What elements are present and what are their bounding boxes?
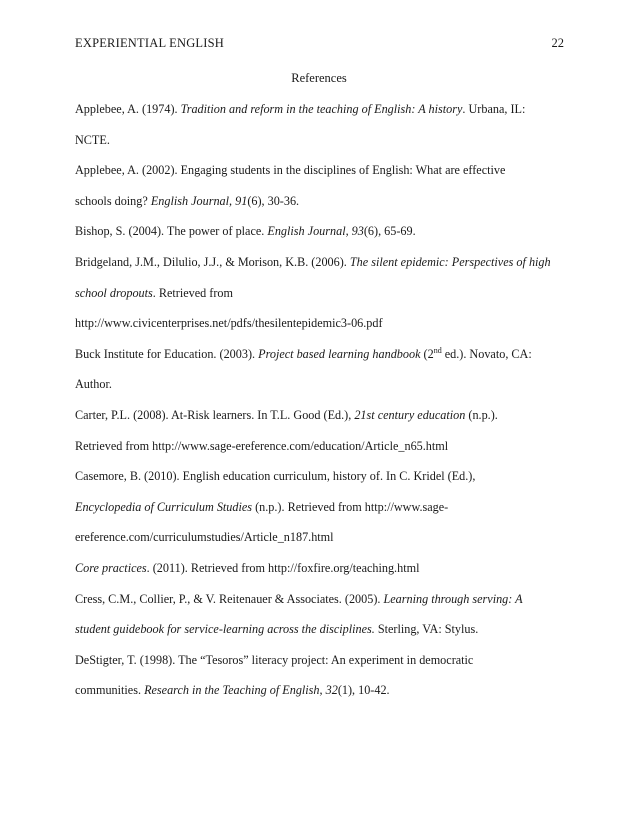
reference-line bbox=[75, 400, 567, 431]
reference-entry bbox=[75, 553, 567, 584]
reference-entry bbox=[75, 461, 567, 553]
reference-line bbox=[75, 492, 567, 523]
reference-text: . (2011). Retrieved from http://foxfire.org/teaching.html bbox=[146, 560, 420, 575]
reference-line bbox=[75, 614, 567, 645]
reference-entry bbox=[75, 400, 567, 461]
page-number: 22 bbox=[551, 36, 564, 50]
reference-italic-text: Learning through serving: A bbox=[383, 591, 523, 606]
reference-italic-text: Encyclopedia of Curriculum Studies bbox=[75, 499, 253, 514]
reference-italic-text: Core practices bbox=[75, 560, 147, 575]
reference-text: (6), 30-36. bbox=[247, 193, 300, 208]
reference-entry bbox=[75, 584, 567, 645]
reference-text: NCTE. bbox=[75, 132, 110, 147]
reference-line bbox=[75, 125, 567, 156]
reference-text: Buck Institute for Education. (2003). bbox=[75, 346, 259, 361]
reference-italic-text: 21st century education bbox=[354, 407, 466, 422]
reference-text: (2 bbox=[420, 346, 434, 361]
reference-italic-text: English Journal, 93 bbox=[267, 224, 364, 239]
reference-text: http://www.civicenterprises.net/pdfs/thesilentepidemic3-06.pdf bbox=[75, 316, 383, 331]
reference-text: . Retrieved from bbox=[152, 285, 233, 300]
reference-text: ereference.com/curriculumstudies/Article_n187.html bbox=[75, 530, 334, 545]
reference-entry bbox=[75, 645, 567, 706]
reference-text: communities. bbox=[75, 683, 145, 698]
reference-line bbox=[75, 461, 567, 492]
reference-text: schools doing? bbox=[75, 193, 151, 208]
reference-entry bbox=[75, 247, 567, 339]
reference-italic-text: Tradition and reform in the teaching of English: A history bbox=[180, 102, 463, 116]
reference-text: (1), 10-42. bbox=[337, 683, 390, 698]
reference-italic-text: school dropouts bbox=[75, 285, 153, 300]
reference-line bbox=[75, 675, 567, 706]
reference-line bbox=[75, 645, 567, 676]
reference-line bbox=[75, 522, 567, 553]
reference-text: Retrieved from http://www.sage-ereference.com/education/Article_n65.html bbox=[75, 438, 449, 453]
reference-line bbox=[75, 216, 567, 247]
reference-list bbox=[75, 94, 567, 706]
reference-text: DeStigter, T. (1998). The “Tesoros” literacy project: An experiment in democratic bbox=[75, 652, 474, 667]
reference-text: Applebee, A. (2002). Engaging students in the disciplines of English: What are effective bbox=[75, 163, 506, 178]
reference-entry bbox=[75, 216, 567, 247]
reference-text: Sterling, VA: Stylus. bbox=[374, 622, 479, 637]
reference-line bbox=[75, 94, 567, 125]
reference-entry bbox=[75, 94, 567, 155]
reference-text: Applebee, A. (1974). bbox=[75, 102, 181, 116]
reference-italic-text: student guidebook for service-learning across the disciplines. bbox=[75, 622, 375, 637]
reference-text: Casemore, B. (2010). English education curriculum, history of. In C. Kridel (Ed.), bbox=[75, 469, 476, 484]
reference-entry bbox=[75, 339, 567, 400]
reference-line bbox=[75, 308, 567, 339]
reference-text: (6), 65-69. bbox=[363, 224, 416, 239]
reference-line bbox=[75, 186, 567, 217]
reference-italic-text: Project based learning handbook bbox=[258, 346, 421, 361]
reference-line bbox=[75, 369, 567, 400]
reference-line bbox=[75, 553, 567, 584]
reference-line bbox=[75, 278, 567, 309]
reference-line bbox=[75, 584, 567, 615]
reference-text: Cress, C.M., Collier, P., & V. Reitenauer & Associates. (2005). bbox=[75, 591, 384, 606]
running-head: EXPERIENTIAL ENGLISH bbox=[75, 36, 225, 50]
reference-italic-text: English Journal, 91 bbox=[150, 193, 248, 208]
reference-text: Carter, P.L. (2008). At-Risk learners. In T.L. Good (Ed.), bbox=[75, 407, 355, 422]
reference-line bbox=[75, 247, 567, 278]
reference-entry bbox=[75, 155, 567, 216]
reference-text: Bridgeland, J.M., Dilulio, J.J., & Morison, K.B. (2006). bbox=[75, 254, 350, 269]
reference-line bbox=[75, 339, 567, 370]
reference-italic-text: Research in the Teaching of English, 32 bbox=[144, 683, 338, 698]
reference-text: Bishop, S. (2004). The power of place. bbox=[75, 224, 268, 239]
reference-line bbox=[75, 431, 567, 462]
page-title: References bbox=[291, 71, 347, 85]
reference-text: ed.). Novato, CA: bbox=[441, 346, 532, 361]
reference-line bbox=[75, 155, 567, 186]
reference-italic-text: The silent epidemic: Perspectives of high bbox=[349, 254, 551, 269]
reference-text: nd bbox=[433, 345, 442, 355]
reference-text: (n.p.). Retrieved from http://www.sage- bbox=[252, 499, 449, 514]
reference-text: (n.p.). bbox=[465, 407, 498, 422]
reference-text: Author. bbox=[75, 377, 112, 392]
reference-text: . Urbana, IL: bbox=[462, 102, 526, 116]
